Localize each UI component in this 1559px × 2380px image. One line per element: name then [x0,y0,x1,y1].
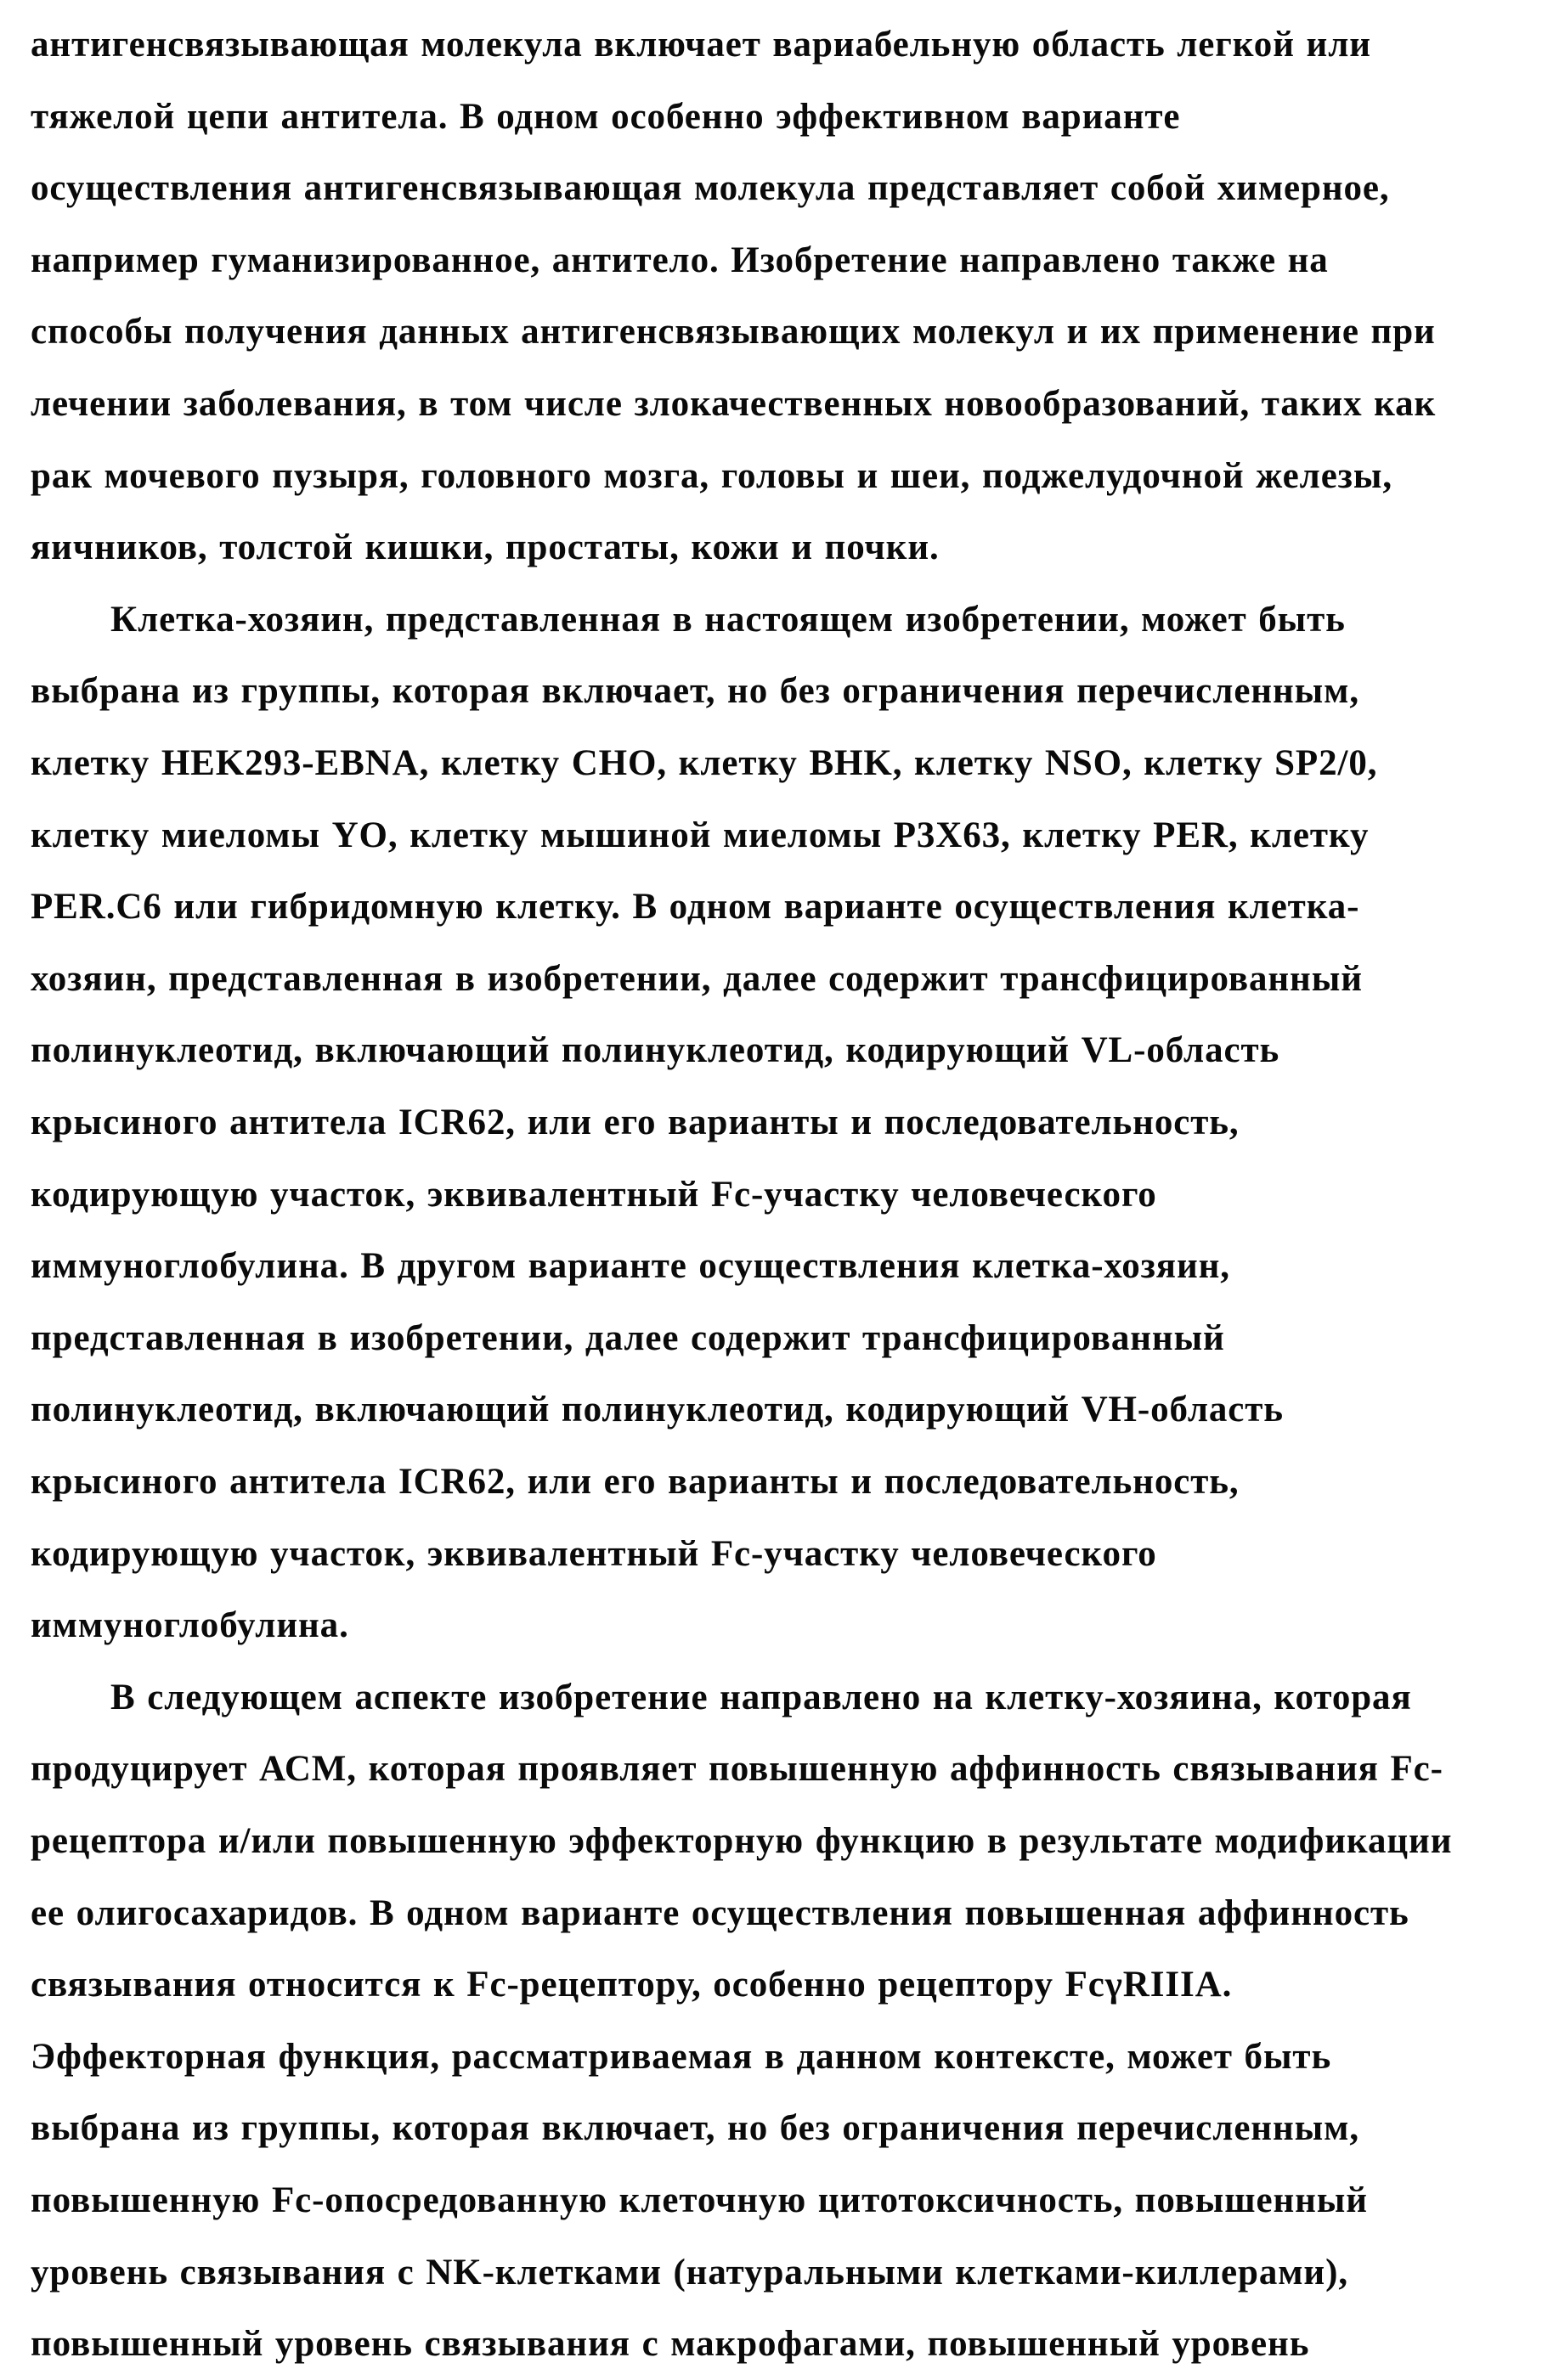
text-line: рецептора и/или повышенную эффекторную функцию в результате модификации [31,1821,1453,1861]
text-line: полинуклеотид, включающий полинуклеотид, кодирующий VL-область [31,1030,1280,1070]
text-line: лечении заболевания, в том числе злокачественных новообразований, таких как [31,384,1437,424]
text-line: иммуноглобулина. [31,1605,349,1645]
text-line: крысиного антитела ICR62, или его варианты и последовательность, [31,1462,1240,1502]
text-line: ее олигосахаридов. В одном варианте осуществления повышенная аффинность [31,1893,1409,1933]
text-line: тяжелой цепи антитела. В одном особенно эффективном варианте [31,97,1181,137]
text-line: выбрана из группы, которая включает, но без ограничения перечисленным, [31,671,1359,711]
text-line: повышенный уровень связывания с макрофагами, повышенный уровень [31,2324,1310,2364]
text-line: иммуноглобулина. В другом варианте осуществления клетка-хозяин, [31,1246,1230,1286]
text-line: клетку HEK293-EBNA, клетку CHO, клетку BHK, клетку NSO, клетку SP2/0, [31,743,1378,783]
text-line: PER.C6 или гибридомную клетку. В одном варианте осуществления клетка- [31,887,1360,927]
text-line: Эффекторная функция, рассматриваемая в данном контексте, может быть [31,2037,1332,2077]
text-line: яичников, толстой кишки, простаты, кожи и почки. [31,527,940,567]
text-line: уровень связывания с NK-клетками (натуральными клетками-киллерами), [31,2253,1348,2293]
text-line: полинуклеотид, включающий полинуклеотид, кодирующий VH-область [31,1390,1284,1430]
text-line: хозяин, представленная в изобретении, далее содержит трансфицированный [31,959,1363,999]
text-line: продуцирует АСМ, которая проявляет повышенную аффинность связывания Fc- [31,1749,1443,1789]
text-line: антигенсвязывающая молекула включает вариабельную область легкой или [31,25,1371,65]
text-line: связывания относится к Fc-рецептору, особенно рецептору FcγRIIIA. [31,1965,1233,2005]
text-line: способы получения данных антигенсвязывающих молекул и их применение при [31,312,1436,352]
text-line: например гуманизированное, антитело. Изобретение направлено также на [31,240,1329,280]
text-line: кодирующую участок, эквивалентный Fc-участку человеческого [31,1534,1157,1574]
text-line: выбрана из группы, которая включает, но без ограничения перечисленным, [31,2108,1359,2148]
text-line: рак мочевого пузыря, головного мозга, головы и шеи, поджелудочной железы, [31,456,1392,496]
text-line: представленная в изобретении, далее содержит трансфицированный [31,1318,1225,1358]
text-line: кодирующую участок, эквивалентный Fc-участку человеческого [31,1175,1157,1215]
paragraph-first-line: Клетка-хозяин, представленная в настоящем изобретении, может быть [110,600,1346,640]
text-line: клетку миеломы YO, клетку мышиной миеломы P3X63, клетку PER, клетку [31,815,1370,855]
paragraph-first-line: В следующем аспекте изобретение направлено на клетку-хозяина, которая [110,1678,1412,1717]
text-line: крысиного антитела ICR62, или его варианты и последовательность, [31,1103,1240,1142]
text-line: повышенную Fc-опосредованную клеточную цитотоксичность, повышенный [31,2180,1368,2220]
text-line: осуществления антигенсвязывающая молекула представляет собой химерное, [31,168,1390,208]
